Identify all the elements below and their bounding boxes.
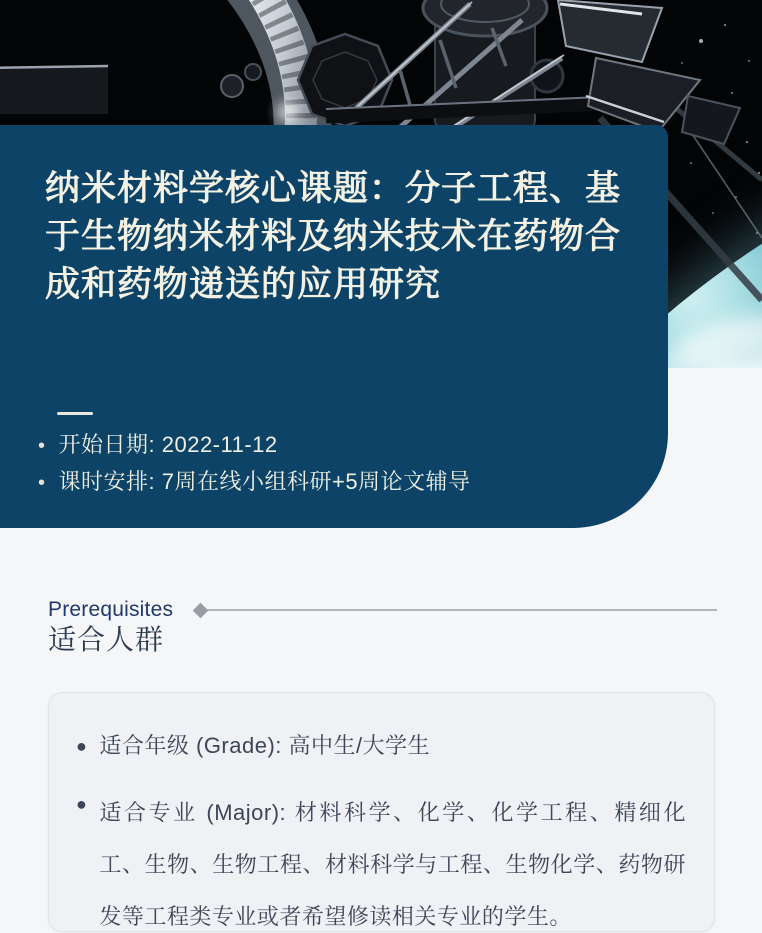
info-text-major: 适合专业 (Major): 材料科学、化学、化学工程、精细化工、生物、生物工程、材料科学与工程、生物化学、药物研发等工程类专业或者希望修读相关专业的学生。: [99, 800, 686, 929]
prerequisites-row: [48, 598, 717, 622]
section-heading: 适合人群: [48, 624, 165, 655]
info-text-grade: 适合年级 (Grade): 高中生/大学生: [99, 733, 431, 758]
course-title: [45, 165, 655, 309]
diamond-icon: [193, 602, 209, 618]
course-title-line: 成和药物递送的应用研究: [45, 265, 442, 304]
course-title-line: 于生物纳米材料及纳米技术在药物合: [45, 217, 622, 256]
bullet-dot: •: [38, 435, 46, 457]
course-meta-item-schedule: [38, 465, 471, 502]
course-card: [0, 125, 668, 528]
info-item-major: [76, 787, 686, 933]
course-meta-list: [38, 428, 471, 502]
info-list: [76, 729, 686, 933]
divider-line: [204, 609, 717, 611]
course-meta-text: 课时安排: 7周在线小组科研+5周论文辅导: [58, 469, 471, 494]
prerequisites-label: Prerequisites: [48, 598, 174, 621]
bullet-dot: •: [38, 472, 46, 494]
bullet-dot: ●: [76, 794, 88, 814]
info-card: [48, 692, 715, 932]
course-title-line: 纳米材料学核心课题：分子工程、基: [45, 169, 622, 208]
info-item-grade: [76, 729, 686, 763]
course-meta-text: 开始日期: 2022-11-12: [58, 432, 278, 457]
title-divider: [57, 412, 93, 415]
bullet-dot: ●: [76, 736, 88, 756]
course-meta-item-start-date: [38, 428, 471, 465]
